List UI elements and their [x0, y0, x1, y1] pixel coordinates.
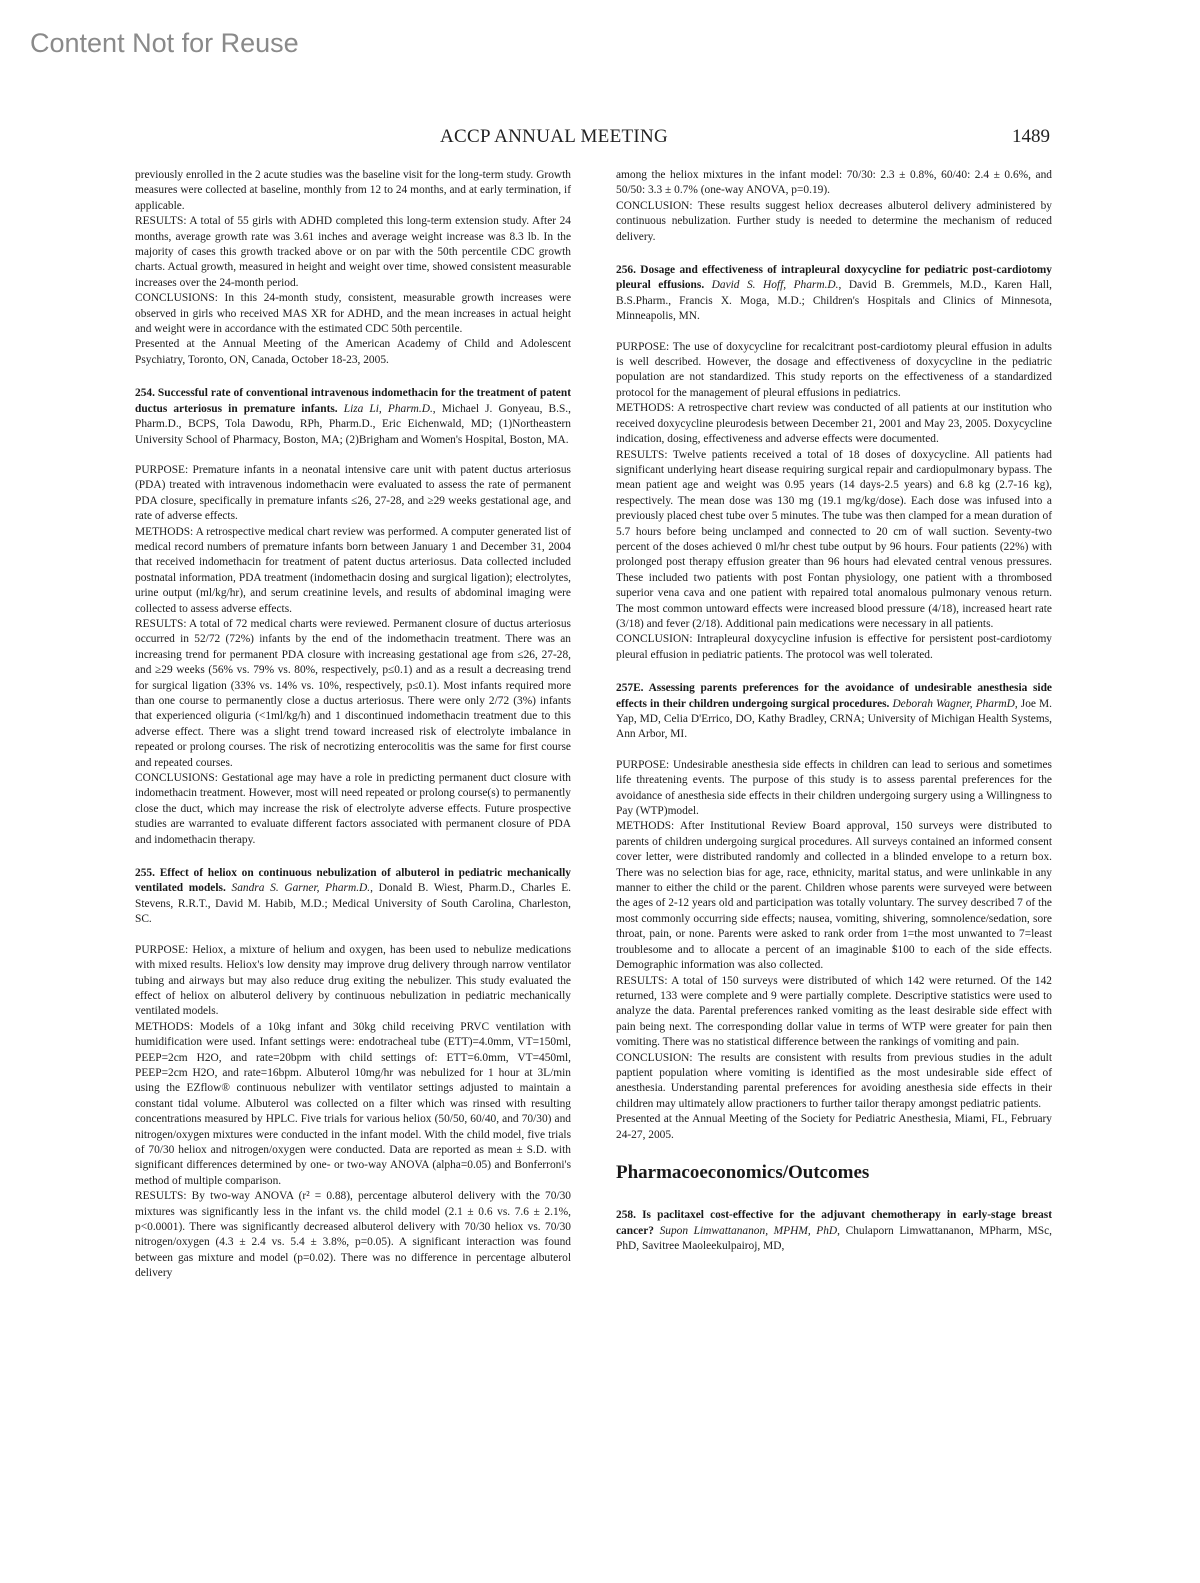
abstract-257-presented: Presented at the Annual Meeting of the Society for Pediatric Anesthesia, Miami, FL, February 24-27, 2005.: [616, 1113, 1052, 1141]
abstract-255-first-author: Sandra S. Garner, Pharm.D.: [231, 882, 371, 895]
abstract-255-results: RESULTS: By two-way ANOVA (r² = 0.88), percentage albuterol delivery with the 70/30 mixtures was significantly less in the infant vs. the child model (2.1 ± 0.6 vs. 7.6 ± 2.1%, p<0.0001). There was significantly decreased albuterol delivery with 70/30 heliox vs. 70/30 nitrogen/oxygen (4.3 ± 2.4 vs. 5.4 ± 3.8%, p=0.05). A significant interaction was found between gas mixture and model (p=0.02). There was no difference in percentage albuterol delivery: [135, 1190, 571, 1280]
abstract-257-purpose: PURPOSE: Undesirable anesthesia side effects in children can lead to serious and sometimes life threatening events. The purpose of this study is to assess parental preferences for the avoidance of anesthesia side effects in their children undergoing surgery using a Willingness to Pay (WTP)model.: [616, 758, 1052, 818]
watermark: Content Not for Reuse: [30, 28, 299, 58]
abstract-257-first-author: Deborah Wagner, PharmD: [892, 697, 1015, 710]
abstract-257-conclusion: CONCLUSION: The results are consistent with results from previous studies in the adult paptient population where vomiting is identified as the most undesirable side effect of anesthesia. Understanding parental preferences for avoiding anesthesia side effects in their children may ultimately allow practioners to further tailor therapy amongst pediatric patients.: [616, 1051, 1052, 1110]
running-head: ACCP ANNUAL MEETING: [440, 126, 669, 147]
abstract-256-conclusion: CONCLUSION: Intrapleural doxycycline infusion is effective for persistent post-cardiotomy pleural effusion in pediatric patients. The protocol was well tolerated.: [616, 633, 1052, 661]
abstract-255-authors: , Donald B. Wiest, Pharm.D., Charles E. Stevens, R.R.T., David M. Habib, M.D.; Medical University of South Carolina, Charleston, SC.: [135, 882, 571, 926]
abstract-255-heading: [135, 866, 571, 928]
abstract-257-title: 257E. Assessing parents preferences for the avoidance of undesirable anesthesia side effects in their children undergoing surgical procedures.: [616, 682, 1052, 710]
abstract-257-authors: , Joe M. Yap, MD, Celia D'Errico, DO, Kathy Bradley, CRNA; University of Michigan Health Systems, Ann Arbor, MI.: [616, 697, 1052, 741]
abstract-256-methods: METHODS: A retrospective chart review was conducted of all patients at our institution who received doxycycline pleurodesis between December 21, 2001 and May 23, 2005. Doxycycline indication, dosing, effectiveness and adverse effects were documented.: [616, 402, 1052, 446]
abstract-256-purpose: PURPOSE: The use of doxycycline for recalcitrant post-cardiotomy pleural effusion in adults is well described. However, the dosage and effectiveness of doxycycline in the pediatric population are not standardized. This study reports on the effectiveness of a standardized protocol for the management of pleural effusions in pediatrics.: [616, 340, 1052, 399]
abstract-258-heading: [616, 1208, 1052, 1254]
abstract-258-first-author: Supon Limwattananon, MPHM, PhD: [659, 1224, 838, 1237]
right-column: [616, 168, 1052, 1270]
abstract-254-heading: [135, 386, 571, 448]
abstract-254-authors: , Michael J. Gonyeau, B.S., Pharm.D., BCPS, Tola Dawodu, RPh, Pharm.D., Eric Eichenwald, MD; (1)Northeastern University School of Pharmacy, Boston, MA; (2)Brigham and Women's Hospital, Boston, MA.: [135, 402, 571, 446]
abstract-256-first-author: David S. Hoff, Pharm.D.: [711, 279, 839, 292]
abstract-254-conclusions: CONCLUSIONS: Gestational age may have a role in predicting permanent duct closure with indomethacin treatment. However, most will need repeated or prolong course(s) to permanently close the duct, which may increase the risk of electrolyte adverse effects. Future prospective studies are warranted to evaluate different factors associated with permanent closure of PDA and indomethacin therapy.: [135, 772, 571, 846]
abstract-254-results: RESULTS: A total of 72 medical charts were reviewed. Permanent closure of ductus arteriosus occurred in 52/72 (72%) infants by the end of the indomethacin treatment. There was an increasing trend for permanent PDA closure with increasing gestational age from ≤26, 27-28, and ≥29 weeks (56% vs. 79% vs. 80%, respectively, p≤0.1) and as a result a decreasing trend for surgical ligation (33% vs. 14% vs. 10%, respectively, p≤0.1). Most infants required more than one course to permanently close a ductus arteriosus. There were only 2/72 (3%) infants that experienced oliguria (<1ml/kg/h) and 1 discontinued indomethacin treatment due to this adverse effect. There was a slight trend toward increased risk of electrolyte imbalance in repeated or prolong courses. The risk of necrotizing enterocolitis was the same for first course and repeated courses.: [135, 617, 571, 769]
abstract-254-first-author: Liza Li, Pharm.D.: [343, 402, 433, 415]
abstract-258-authors: , Chulaporn Limwattananon, MPharm, MSc, PhD, Savitree Maoleekulpairoj, MD,: [616, 1224, 1052, 1253]
paragraph: RESULTS: A total of 55 girls with ADHD completed this long-term extension study. After 24 months, average growth rate was 3.61 inches and average weight increase was 8.3 lb. In the majority of cases this growth tracked above or on par with the 50th percentile CDC growth charts. Actual growth, measured in height and weight over time, showed consistent measurable increases over the 24-month period.: [135, 215, 571, 289]
paragraph: CONCLUSIONS: In this 24-month study, consistent, measurable growth increases were observed in girls who received MAS XR for ADHD, and the mean increases in actual height and weight were in accordance with the estimated CDC 50th percentile.: [135, 292, 571, 336]
section-heading: Pharmacoeconomics/Outcomes: [616, 1161, 870, 1183]
abstract-257-heading: [616, 681, 1052, 743]
abstract-257-methods: METHODS: After Institutional Review Board approval, 150 surveys were distributed to parents of children undergoing surgical procedures. All surveys contained an informed consent cover letter, were distributed randomly and collected in a blinded envelope to a return box. There was no selection bias for age, race, ethnicity, marital status, and were unlinkable in any manner to either the child or the parent. Children whose parents were surveyed were between the ages of 2-12 years old and participation was totally voluntary. The survey described 7 of the most commonly occurring side effects; nausea, vomiting, shivering, somnolence/sedation, sore throat, pain, or none. Parents were asked to rank order from 1=the most unwanted to 7=least troublesome and to allocate a percent of an imaginable $100 to each of the side effects. Demographic information was also collected.: [616, 820, 1052, 972]
abstract-255-title: 255. Effect of heliox on continuous nebulization of albuterol in pediatric mechanically ventilated models.: [135, 867, 571, 895]
paragraph: among the heliox mixtures in the infant model: 70/30: 2.3 ± 0.8%, 60/40: 2.4 ± 0.6%, and 50/50: 3.3 ± 0.7% (one-way ANOVA, p=0.19).: [616, 169, 1052, 197]
page-number: 1489: [1012, 126, 1050, 147]
abstract-256-authors: , David B. Gremmels, M.D., Karen Hall, B.S.Pharm., Francis X. Moga, M.D.; Children's Hospitals and Clinics of Minnesota, Minneapolis, MN.: [616, 279, 1052, 323]
abstract-256-heading: [616, 263, 1052, 325]
paragraph: CONCLUSION: These results suggest heliox decreases albuterol delivery administered by continuous nebulization. Further study is needed to determine the mechanism of reduced delivery.: [616, 199, 1052, 243]
abstract-257-results: RESULTS: A total of 150 surveys were distributed of which 142 were returned. Of the 142 returned, 133 were complete and 9 were partially complete. Descriptive statistics were used to analyze the data. Parental preferences ranked vomiting as the least desirable side effect with pain being next. The corresponding dollar value in terms of WTP were greater for pain then vomiting. There was no statistical difference between the rankings of vomiting and pain.: [616, 974, 1052, 1049]
abstract-254-purpose: PURPOSE: Premature infants in a neonatal intensive care unit with patent ductus arteriosus (PDA) treated with intravenous indomethacin were evaluated to assess the rate of permanent PDA closure, specifically in premature infants ≤26, 27-28, and ≥29 weeks gestational age, and rate of adverse effects.: [135, 463, 571, 523]
left-column: [135, 168, 571, 1282]
paragraph: Presented at the Annual Meeting of the American Academy of Child and Adolescent Psychiatry, Toronto, ON, Canada, October 18-23, 2005.: [135, 338, 571, 366]
abstract-254-methods: METHODS: A retrospective medical chart review was performed. A computer generated list of medical record numbers of premature infants born between January 1 and December 31, 2004 that received indomethacin for treatment of patent ductus arteriosus. Data collected included postnatal information, PDA treatment (indomethacin dosing and surgical ligation); electrolytes, urine output (ml/kg/hr), and serum creatinine levels, and results of abdominal imaging were collected to assess adverse effects.: [135, 525, 571, 615]
paragraph: previously enrolled in the 2 acute studies was the baseline visit for the long-term study. Growth measures were collected at baseline, monthly from 12 to 24 months, and at early termination, if applicable.: [135, 169, 571, 212]
abstract-256-results: RESULTS: Twelve patients received a total of 18 doses of doxycycline. All patients had significant underlying heart disease requiring surgical repair and cardiopulmonary bypass. The mean patient age and weight was 0.95 years (14 days-2.5 years) and 6.8 kg (2.7-16 kg), respectively. The mean dose was 130 mg (19.1 mg/kg/dose). Each dose was infused into a previously placed chest tube over 5 minutes. The tube was then clamped for a mean duration of 5.7 hours before being unclamped and connected to 20 cm of wall suction. Seventy-two percent of the doses achieved 0 ml/hr chest tube output by 96 hours. Four patients (22%) with prolonged post therapy effusion greater than 96 hours had elevated central venous pressures. These included two patients with post Fontan physiology, one patient with a thrombosed superior vena cava and one patient with repaired total anomalous pulmonary venous return. The most common untoward effects were increased blood pressure (4/18), increased heart rate (3/18) and fever (2/18). Additional pain medications were necessary in all patients.: [616, 448, 1052, 630]
abstract-255-purpose: PURPOSE: Heliox, a mixture of helium and oxygen, has been used to nebulize medications with mixed results. Heliox's low density may improve drug delivery through narrow ventilator tubing and airways but may also reduce drug exiting the nebulizer. This study evaluated the effect of heliox on albuterol delivery by continuous nebulization in pediatric mechanically ventilated models.: [135, 943, 571, 1018]
abstract-255-methods: METHODS: Models of a 10kg infant and 30kg child receiving PRVC ventilation with humidification were used. Infant settings were: endotracheal tube (ETT)=4.0mm, VT=150ml, PEEP=2cm H2O, and rate=20bpm with child settings of: ETT=6.0mm, VT=450ml, PEEP=2cm H2O, and rate=16bpm. Albuterol 10mg/hr was nebulized for 1 hour at 3L/min using the EZflow® continuous nebulizer with ventilator settings adjusted to maintain a constant tidal volume. Albuterol was collected on a filter which was rinsed with resulting concentrations measured by HPLC. Five trials for various heliox (50/50, 60/40, and 70/30) and nitrogen/oxygen mixtures were conducted in the infant model. With the child model, five trials of 70/30 heliox and nitrogen/oxygen were conducted. Data are reported as mean ± S.D. with significant differences determined by one- or two-way ANOVA (alpha=0.05) and Bonferroni's method of multiple comparison.: [135, 1020, 571, 1187]
abstract-258-title: 258. Is paclitaxel cost-effective for the adjuvant chemotherapy in early-stage breast cancer?: [616, 1209, 1052, 1237]
abstract-256-title: 256. Dosage and effectiveness of intrapleural doxycycline for pediatric post-cardiotomy pleural effusions.: [616, 264, 1052, 292]
abstract-254-title: 254. Successful rate of conventional intravenous indomethacin for the treatment of patent ductus arteriosus in premature infants.: [135, 387, 571, 415]
